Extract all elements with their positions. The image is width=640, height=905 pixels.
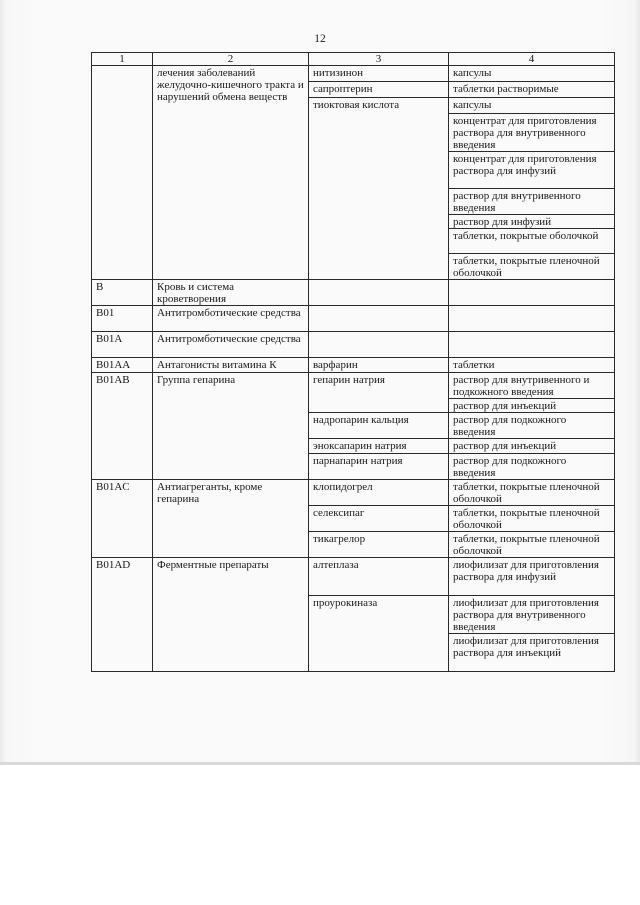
table-row bbox=[92, 480, 615, 506]
substance-cell: нитизинон bbox=[309, 66, 449, 82]
dosage-form-cell: таблетки, покрытые оболочкой bbox=[449, 229, 615, 254]
substance-cell bbox=[309, 306, 449, 332]
dosage-form-cell: концентрат для приготовления раствора для внутривенного введения bbox=[449, 114, 615, 152]
atc-code-cell: B01AD bbox=[92, 558, 153, 672]
dosage-form-cell: концентрат для приготовления раствора для инфузий bbox=[449, 152, 615, 189]
group-name-cell: Ферментные препараты bbox=[153, 558, 309, 672]
table-row bbox=[92, 280, 615, 306]
table-row bbox=[92, 358, 615, 373]
substance-cell: надропарин кальция bbox=[309, 413, 449, 439]
dosage-form-cell: таблетки, покрытые пленочной оболочкой bbox=[449, 532, 615, 558]
substance-cell: селексипаг bbox=[309, 506, 449, 532]
group-name-cell: Группа гепарина bbox=[153, 373, 309, 480]
header-col-2: 2 bbox=[153, 53, 309, 66]
substance-cell: сапроптерин bbox=[309, 82, 449, 98]
atc-code-cell: B01 bbox=[92, 306, 153, 332]
substance-cell bbox=[309, 332, 449, 358]
dosage-form-cell: лиофилизат для приготовления раствора для внутривенного введения bbox=[449, 596, 615, 634]
dosage-form-cell: раствор для инфузий bbox=[449, 215, 615, 229]
group-name-cell: Антиагреганты, кроме гепарина bbox=[153, 480, 309, 558]
header-col-4: 4 bbox=[449, 53, 615, 66]
dosage-form-cell: таблетки, покрытые пленочной оболочкой bbox=[449, 506, 615, 532]
dosage-form-cell: капсулы bbox=[449, 98, 615, 114]
dosage-form-cell: таблетки растворимые bbox=[449, 82, 615, 98]
page-number: 12 bbox=[314, 33, 326, 45]
table-row bbox=[92, 558, 615, 596]
group-name-cell: Антитромботические средства bbox=[153, 306, 309, 332]
substance-cell: алтеплаза bbox=[309, 558, 449, 596]
header-col-1: 1 bbox=[92, 53, 153, 66]
dosage-form-cell: раствор для инъекций bbox=[449, 439, 615, 454]
drug-table bbox=[91, 52, 615, 672]
dosage-form-cell: раствор для внутривенного введения bbox=[449, 189, 615, 215]
table-row bbox=[92, 306, 615, 332]
dosage-form-cell: раствор для внутривенного и подкожного введения bbox=[449, 373, 615, 399]
substance-cell: тиоктовая кислота bbox=[309, 98, 449, 280]
dosage-form-cell: капсулы bbox=[449, 66, 615, 82]
group-name-cell: Кровь и система кроветворения bbox=[153, 280, 309, 306]
atc-code-cell: B01AC bbox=[92, 480, 153, 558]
substance-cell: клопидогрел bbox=[309, 480, 449, 506]
dosage-form-cell: лиофилизат для приготовления раствора для инфузий bbox=[449, 558, 615, 596]
dosage-form-cell: таблетки, покрытые пленочной оболочкой bbox=[449, 480, 615, 506]
dosage-form-cell bbox=[449, 332, 615, 358]
table-row bbox=[92, 66, 615, 82]
group-name-cell: Антитромботические средства bbox=[153, 332, 309, 358]
group-name-cell: Антагонисты витамина К bbox=[153, 358, 309, 373]
dosage-form-cell: раствор для подкожного введения bbox=[449, 413, 615, 439]
table-body bbox=[92, 66, 615, 672]
atc-code-cell: B01AB bbox=[92, 373, 153, 480]
table-row bbox=[92, 332, 615, 358]
group-name-cell: лечения заболеваний желудочно-кишечного тракта и нарушений обмена веществ bbox=[153, 66, 309, 280]
header-row bbox=[92, 53, 615, 66]
substance-cell: тикагрелор bbox=[309, 532, 449, 558]
dosage-form-cell bbox=[449, 306, 615, 332]
substance-cell: гепарин натрия bbox=[309, 373, 449, 413]
substance-cell: эноксапарин натрия bbox=[309, 439, 449, 454]
atc-code-cell: B01AA bbox=[92, 358, 153, 373]
dosage-form-cell bbox=[449, 280, 615, 306]
substance-cell bbox=[309, 280, 449, 306]
dosage-form-cell: раствор для инъекций bbox=[449, 399, 615, 413]
substance-cell: проурокиназа bbox=[309, 596, 449, 672]
dosage-form-cell: таблетки bbox=[449, 358, 615, 373]
atc-code-cell: B01A bbox=[92, 332, 153, 358]
table-row bbox=[92, 373, 615, 399]
page-edge bbox=[0, 762, 640, 765]
atc-code-cell: B bbox=[92, 280, 153, 306]
header-col-3: 3 bbox=[309, 53, 449, 66]
dosage-form-cell: раствор для подкожного введения bbox=[449, 454, 615, 480]
dosage-form-cell: лиофилизат для приготовления раствора для инъекций bbox=[449, 634, 615, 672]
dosage-form-cell: таблетки, покрытые пленочной оболочкой bbox=[449, 254, 615, 280]
atc-code-cell bbox=[92, 66, 153, 280]
substance-cell: парнапарин натрия bbox=[309, 454, 449, 480]
substance-cell: варфарин bbox=[309, 358, 449, 373]
